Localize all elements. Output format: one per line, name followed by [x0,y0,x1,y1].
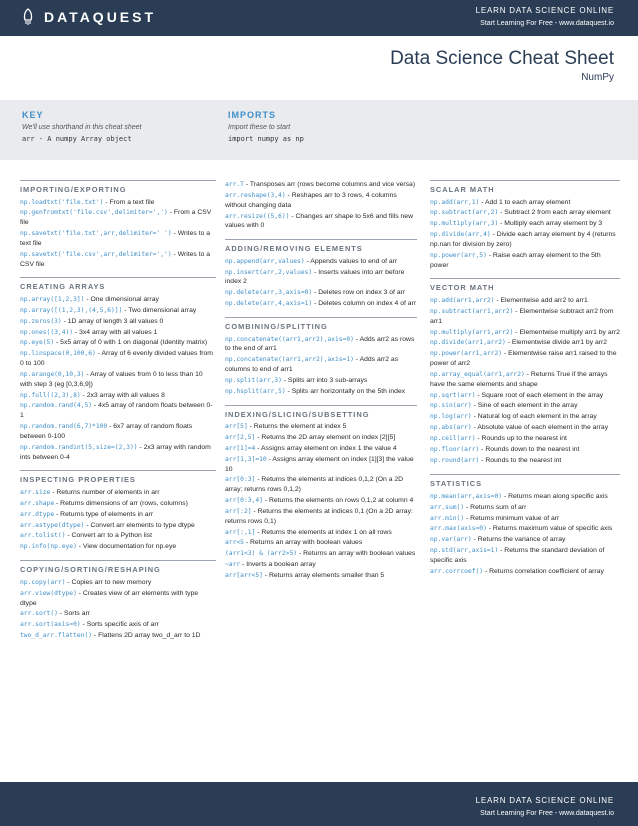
top-cta[interactable]: Start Learning For Free - www.dataquest.io [480,20,614,27]
entry-description: - Splits arr horizontally on the 5th index [285,387,406,395]
cheatsheet-entry [430,198,620,208]
entry-description: - Assigns array element on index [1][3] the value 10 [225,455,414,473]
section-heading: INDEXING/SLICING/SUBSETTING [225,405,417,421]
cheatsheet-entry [20,250,216,270]
cheatsheet-entry [20,198,216,208]
cheatsheet-entry [225,455,417,475]
code-snippet: np.abs(arr) [430,424,472,432]
code-snippet: np.divide(arr,4) [430,231,491,239]
cheatsheet-entry [430,328,620,338]
code-snippet: np.random.randint(5,size=(2,3)) [20,443,138,451]
brand-name: DATAQUEST [44,9,157,25]
entry-description: - 5x5 array of 0 with 1 on diagonal (Identity matrix) [54,339,208,347]
code-snippet: np.ones((3,4)) [20,328,74,336]
code-snippet: arr.min() [430,514,465,522]
code-snippet: np.var(arr) [430,536,472,544]
code-snippet: np.hsplit(arr,5) [225,387,286,395]
cheatsheet-entry [225,507,417,527]
cheatsheet-entry [20,338,216,348]
entry-description: - Returns array elements smaller than 5 [262,572,385,580]
entry-description: - Two dimensional array [122,306,197,314]
code-snippet: np.loadtxt('file.txt') [20,198,104,206]
cheatsheet-entry [430,219,620,229]
imports-heading: IMPORTS [228,110,277,120]
cheatsheet-entry [430,492,620,502]
code-snippet: arr.view(dtype) [20,589,77,597]
code-snippet: np.concatenate((arr1,arr2),axis=0) [225,335,354,343]
entry-description: - Writes to a text file [20,230,211,247]
entry-description: - Returns mean along specific axis [502,492,608,500]
section-heading: ADDING/REMOVING ELEMENTS [225,239,417,255]
key-heading: KEY [22,110,44,120]
cheatsheet-entry [20,609,216,619]
cheatsheet-entry [430,251,620,271]
cheatsheet-entry [225,355,417,375]
entry-description: - Flattens 2D array two_d_arr to 1D [92,632,201,640]
code-snippet: np.insert(arr,2,values) [225,268,313,276]
cheatsheet-entry [430,401,620,411]
code-snippet: np.add(arr,1) [430,198,480,206]
entry-description: - Absolute value of each element in the array [471,424,609,432]
code-snippet: np.genfromtxt('file.csv',delimiter=',') [20,209,168,217]
code-snippet: np.savetxt('file.txt',arr,delimiter=' ') [20,230,172,238]
entry-description: - Returns an array with boolean values [297,550,416,558]
cheatsheet-entry [430,230,620,250]
cheatsheet-entry [430,307,620,327]
entry-description: - Returns the variance of array [471,536,566,544]
cheatsheet-entry [430,391,620,401]
entry-description: - Sine of each element in the array [471,402,578,410]
entry-description: - Appends values to end of arr [304,257,398,265]
code-snippet: arr[1]=4 [225,444,256,452]
code-snippet: arr.tolist() [20,532,66,540]
cheatsheet-entry [430,423,620,433]
cheatsheet-entry [225,538,417,548]
code-snippet: np.subtract(arr1,arr2) [430,307,514,315]
bottom-tagline: LEARN DATA SCIENCE ONLINE [475,796,614,805]
cheatsheet-entry [430,503,620,513]
entry-description: - From a text file [103,198,155,206]
code-snippet: arr.astype(dtype) [20,521,85,529]
entry-description: - Copies arr to new memory [65,578,152,586]
code-snippet: arr.sort(axis=0) [20,621,81,629]
cheatsheet-entry [430,514,620,524]
cheatsheet-entry [225,444,417,454]
cheatsheet-entry [225,387,417,397]
code-snippet: np.eye(5) [20,339,55,347]
cheatsheet-entry [20,542,216,552]
code-snippet: np.arange(0,10,3) [20,370,85,378]
top-tagline: LEARN DATA SCIENCE ONLINE [475,6,614,15]
entry-description: - 1D array of length 3 all values 0 [61,317,164,325]
cheatsheet-entry [430,296,620,306]
code-snippet: np.copy(arr) [20,578,66,586]
cheatsheet-entry [430,445,620,455]
code-snippet: arr[arr<5] [225,572,263,580]
entry-description: - Natural log of each element in the array [471,413,597,421]
cheatsheet-entry [430,546,620,566]
section-indexing-slicing [225,405,417,582]
code-snippet: np.split(arr,3) [225,376,282,384]
entry-description: - Returns correlation coefficient of array [483,567,604,575]
entry-description: - Returns minimum value of arr [464,514,560,522]
column-3 [430,180,620,585]
page-title: Data Science Cheat Sheet [390,48,614,69]
entry-description: - Rounds down to the nearest int [479,446,580,454]
code-snippet: np.ceil(arr) [430,435,476,443]
cheatsheet-entry [225,549,417,559]
cheatsheet-entry [225,433,417,443]
cheatsheet-entry [225,299,417,309]
entry-description: - Array of values from 0 to less than 10 with step 3 (eg [0,3,6,9]) [20,370,203,388]
code-snippet: np.add(arr1,arr2) [430,297,495,304]
top-banner [0,0,638,36]
key-imports-panel [0,100,638,160]
entry-description: - Returns an array with boolean values [243,539,363,547]
code-snippet: np.savetxt('file.csv',arr,delimiter=',') [20,250,172,258]
entry-description: - Returns the element at index 5 [247,423,347,431]
page-subtitle: NumPy [581,72,614,83]
entry-description: - Changes arr shape to 5x6 and fills new values with 0 [225,212,413,230]
cheatsheet-entry [225,376,417,386]
entry-description: - Elementwise add arr2 to arr1 [494,297,588,304]
cheatsheet-entry [430,370,620,390]
entry-description: - Convert arr elements to type dtype [84,521,195,529]
cheatsheet-entry [225,571,417,581]
cheatsheet-entry [20,208,216,228]
entry-description: - Square root of each element in the array [475,391,604,399]
entry-description: - Add 1 to each array element [479,198,571,206]
code-snippet: np.full((2,3),8) [20,391,81,399]
section-heading: SCALAR MATH [430,180,620,196]
entry-description: - Creates view of arr elements with type dtype [20,589,199,607]
code-snippet: np.log(arr) [430,413,472,421]
code-snippet: np.delete(arr,3,axis=0) [225,289,313,297]
section-copying-sorting [20,560,216,641]
section-scalar-math [430,180,620,270]
cheatsheet-entry [430,456,620,466]
code-snippet: arr.sum() [430,503,465,511]
code-snippet: np.sqrt(arr) [430,391,476,399]
entry-description: - Splits arr into 3 sub-arrays [281,376,368,384]
cheatsheet-entry [430,338,620,348]
bottom-banner [0,782,638,826]
entry-description: - Returns True if the arrays have the same elements and shape [430,370,608,388]
cheatsheet-entry [20,531,216,541]
cheatsheet-entry [225,496,417,506]
section-vector-math [430,278,620,466]
entry-description: - Adds arr2 as rows to the end of arr1 [225,335,415,353]
entry-description: - Returns the elements on rows 0,1,2 at column 4 [262,497,414,505]
entry-description: - Inverts a boolean array [240,561,316,569]
cheatsheet-entry [20,295,216,305]
entry-description: - Subtract 2 from each array element [498,209,611,217]
code-snippet: np.array_equal(arr1,arr2) [430,370,525,378]
cheatsheet-entry [225,191,417,211]
code-snippet: ~arr [225,561,241,569]
cheatsheet-entry [20,631,216,641]
entry-description: - Transposes arr (rows become columns and vice versa) [243,181,416,188]
entry-description: - Divide each array element by 4 (returns np.nan for division by zero) [430,231,616,249]
entry-description: - Rounds to the nearest int [479,457,562,465]
section-heading: COMBINING/SPLITTING [225,317,417,333]
cheatsheet-entry [20,391,216,401]
code-snippet: (arr1<3) & (arr2>5) [225,550,298,558]
code-snippet: arr.size [20,488,51,496]
entry-description: - Returns the elements at indices 0,1,2 (On a 2D array: returns rows 0,1,2) [225,476,404,494]
entry-description: - Returns dimensions of arr (rows, columns) [54,499,188,507]
cheatsheet-entry [20,349,216,369]
cheatsheet-entry [225,268,417,288]
column-2 [225,180,417,589]
cheatsheet-entry [430,434,620,444]
code-snippet: arr.reshape(3,4) [225,191,286,199]
code-snippet: arr.T [225,181,244,188]
entry-description: - Elementwise divide arr1 by arr2 [505,339,608,347]
entry-description: - Multiply each array element by 3 [498,220,603,228]
code-snippet: arr[:,1] [225,528,256,536]
dataquest-logo-icon [22,8,34,26]
cheatsheet-entry [225,560,417,570]
code-snippet: np.power(arr,5) [430,251,487,259]
cheatsheet-entry [20,401,216,421]
cheatsheet-entry [20,589,216,609]
cheatsheet-entry [20,229,216,249]
entry-description: - Returns maximum value of specific axis [486,525,613,533]
code-snippet: np.floor(arr) [430,446,480,454]
entry-description: - Returns sum of arr [464,503,527,511]
cheatsheet-entry [20,443,216,463]
entry-description: - Reshapes arr to 3 rows, 4 columns without changing data [225,191,397,209]
code-snippet: np.multiply(arr,3) [430,220,499,228]
section-heading: VECTOR MATH [430,278,620,294]
section-adding-removing [225,239,417,309]
cheatsheet-entry [20,521,216,531]
cheatsheet-entry [225,180,417,190]
code-snippet: np.zeros(3) [20,317,62,325]
cheatsheet-entry [20,510,216,520]
code-snippet: arr.shape [20,499,55,507]
entry-description: - Deletes row on index 3 of arr [312,289,406,297]
entry-description: - Adds arr2 as columns to end of arr1 [225,356,399,374]
code-snippet: arr.max(axis=0) [430,525,487,533]
section-heading: INSPECTING PROPERTIES [20,470,216,486]
cheatsheet-entry [20,620,216,630]
entry-description: - 3x4 array with all values 1 [73,328,158,336]
bottom-cta[interactable]: Start Learning For Free - www.dataquest.io [480,810,614,817]
section-heading: STATISTICS [430,474,620,490]
code-snippet: np.array([1,2,3]) [20,295,85,303]
section-importing-exporting [20,180,216,269]
section-creating-arrays [20,277,216,462]
code-snippet: np.subtract(arr,2) [430,209,499,217]
cheatsheet-entry [225,422,417,432]
cheatsheet-entry [430,349,620,369]
entry-description: - Rounds up to the nearest int [475,435,567,443]
entry-description: - Returns the 2D array element on index [2][5] [255,434,396,441]
entry-description: - One dimensional array [84,295,159,303]
code-snippet: np.append(arr,values) [225,257,305,265]
imports-text: import numpy as np [228,135,304,143]
cheatsheet-entry [225,528,417,538]
cheatsheet-entry [225,257,417,267]
code-snippet: arr.resize((5,6)) [225,212,290,220]
entry-description: - Elementwise subtract arr2 from arr1 [430,307,614,325]
column-1 [20,180,216,649]
cheatsheet-entry [20,578,216,588]
cheatsheet-entry [430,524,620,534]
cheatsheet-entry [20,306,216,316]
cheatsheet-entry [20,488,216,498]
code-snippet: arr.dtype [20,510,55,518]
cheatsheet-entry [225,335,417,355]
code-snippet: arr[5] [225,423,248,431]
entry-description: - Elementwise raise arr1 raised to the power of arr2 [430,350,617,368]
code-snippet: np.divide(arr1,arr2) [430,339,506,347]
entry-description: - Returns the elements at index 1 on all rows [255,528,392,536]
entry-description: - Array of 6 evenly divided values from 0 to 100 [20,350,213,368]
key-box [22,110,142,143]
entry-description: - Deletes column on index 4 of arr [312,300,417,308]
entry-description: - Returns the elements at indices 0,1 (On a 2D array: returns rows 0,1) [225,507,413,525]
entry-description: - Inserts values into arr before index 2 [225,268,405,286]
entry-description: - 2x3 array with all values 8 [80,391,165,399]
code-snippet: arr.sort() [20,610,58,618]
code-snippet: arr[0:3] [225,476,256,484]
section-heading: IMPORTING/EXPORTING [20,180,216,196]
cheatsheet-entry [20,499,216,509]
section-combining-splitting [225,317,417,397]
logo[interactable] [22,8,156,26]
cheatsheet-entry [20,317,216,327]
entry-description: - Elementwise multiply arr1 by arr2 [513,328,620,336]
code-snippet: arr[1,3]=10 [225,455,267,463]
entry-description: - Returns the standard deviation of specific axis [430,547,605,565]
imports-box [228,110,304,143]
code-snippet: arr[2,5] [225,434,256,441]
code-snippet: np.random.rand(4,5) [20,402,93,410]
code-snippet: arr[:2] [225,507,252,515]
code-snippet: np.round(arr) [430,457,480,465]
cheatsheet-entry [225,288,417,298]
entry-description: - 4x5 array of random floats between 0-1 [20,402,213,420]
key-note: We'll use shorthand in this cheat sheet [22,124,142,131]
entry-description: - 2x3 array with random ints between 0-4 [20,443,211,461]
entry-description: - Writes to a CSV file [20,250,211,268]
cheatsheet-entry [430,535,620,545]
cheatsheet-entry [225,212,417,232]
cheatsheet-entry [430,412,620,422]
entry-description: - Assigns array element on index 1 the value 4 [255,444,397,452]
entry-description: - Convert arr to a Python list [65,532,153,540]
cheatsheet-entry [430,208,620,218]
entry-description: - Raise each array element to the 5th power [430,251,601,269]
code-snippet: np.power(arr1,arr2) [430,350,503,358]
code-snippet: np.info(np.eye) [20,543,77,551]
code-snippet: np.std(arr,axis=1) [430,547,499,555]
cheatsheet-entry [20,328,216,338]
code-snippet: np.random.rand(6,7)*100 [20,423,108,431]
cheatsheet-entry [20,370,216,390]
cheatsheet-entry [225,475,417,495]
code-snippet: np.mean(arr,axis=0) [430,492,503,500]
code-snippet: arr<5 [225,539,244,547]
code-snippet: np.concatenate((arr1,arr2),axis=1) [225,356,354,364]
entry-description: - View documentation for np.eye [76,543,177,551]
section-inspecting-properties [20,470,216,552]
code-snippet: two_d_arr.flatten() [20,632,93,640]
cheatsheet-entry [20,422,216,442]
entry-description: - Sorts specific axis of arr [80,621,159,629]
code-snippet: np.sin(arr) [430,402,472,410]
code-snippet: np.delete(arr,4,axis=1) [225,300,313,308]
section-heading: COPYING/SORTING/RESHAPING [20,560,216,576]
section-statistics [430,474,620,577]
code-snippet: np.linspace(0,100,6) [20,350,96,358]
entry-description: - Returns type of elements in arr [54,510,154,518]
code-snippet: np.multiply(arr1,arr2) [430,328,514,336]
entry-description: - From a CSV file [20,209,212,227]
entry-description: - 6x7 array of random floats between 0-100 [20,423,193,440]
code-snippet: arr[0:3,4] [225,497,263,505]
section-heading: CREATING ARRAYS [20,277,216,293]
entry-description: - Sorts arr [57,610,91,618]
key-text: arr - A numpy Array object [22,135,132,143]
code-snippet: np.array([(1,2,3),(4,5,6)]) [20,306,123,314]
imports-note: Import these to start [228,124,291,131]
cheatsheet-entry [430,567,620,577]
code-snippet: arr.corrcoef() [430,567,484,575]
section-reshaping-continued [225,180,417,231]
entry-description: - Returns number of elements in arr [50,488,160,496]
